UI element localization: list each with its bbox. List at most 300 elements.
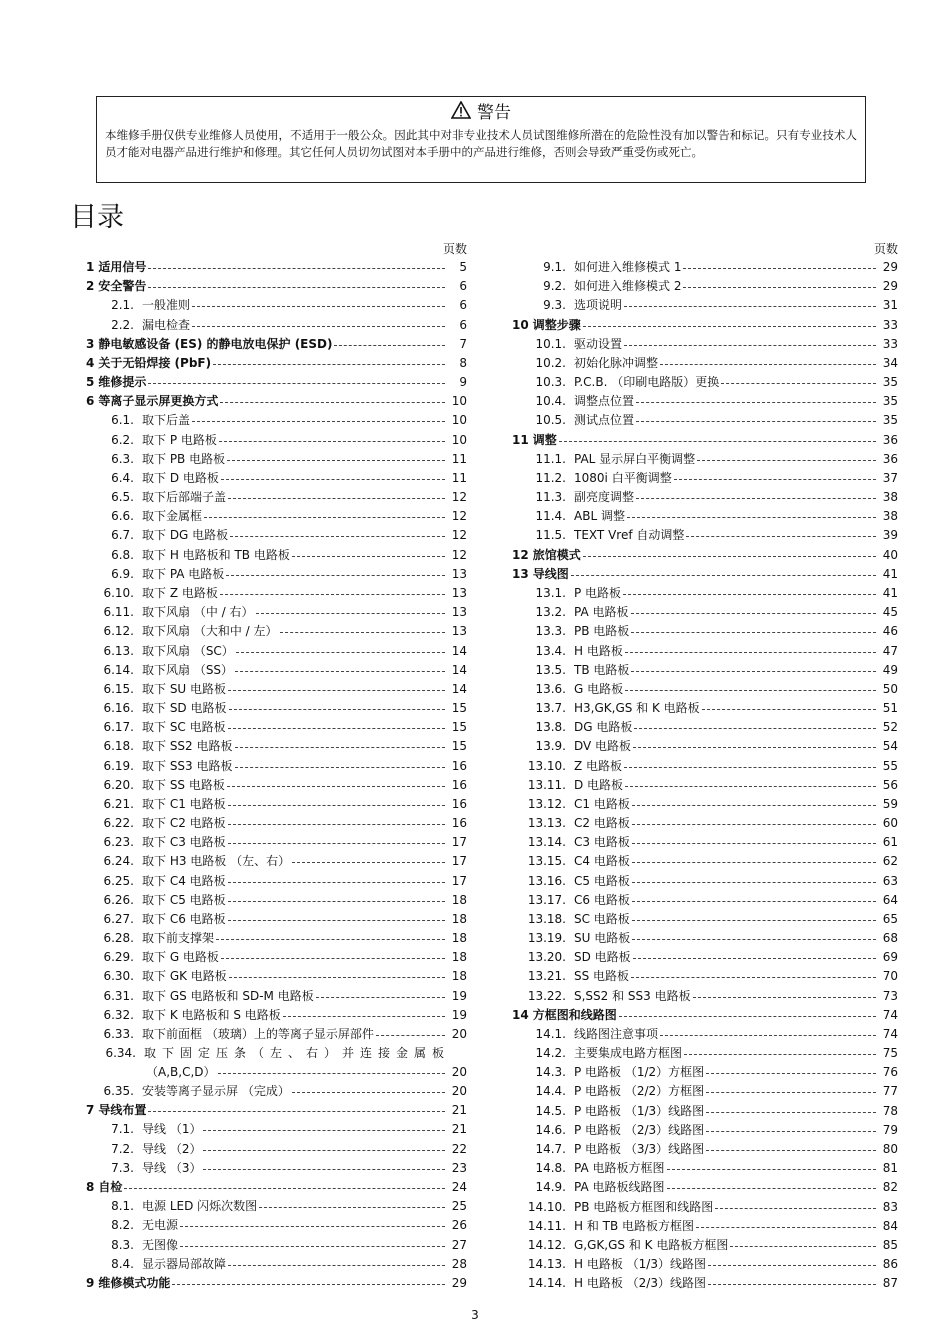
toc-entry-page: 77 [882,1084,898,1099]
toc-entry[interactable] [512,1102,898,1121]
toc-entry-number: 6.22. [103,816,134,831]
dot-leader [721,383,876,384]
toc-entry-page: 39 [882,528,898,543]
toc-entry[interactable] [86,277,467,296]
toc-entry-number: 6.28. [103,931,134,946]
toc-entry[interactable] [86,852,467,871]
toc-entry-page: 55 [882,758,898,773]
toc-entry-number: 13.22. [527,988,566,1003]
toc-entry-page: 10 [451,432,467,447]
toc-entry-title: 取下 P 电路板 [142,432,217,447]
toc-entry[interactable] [512,641,898,660]
toc-entry[interactable] [512,852,898,871]
warning-text: 本维修手册仅供专业维修人员使用，不适用于一般公众。因此其中对非专业技术人员试图维修所潜在的危险性没有加以警告和标记。只有专业技术人员才能对电器产品进行维护和修理。其它任何人员切勿试图对本手册中的产品进行维修，否则会导致严重受伤或死亡。 [105,128,857,159]
toc-entry[interactable] [86,1140,467,1159]
toc-entry-page: 78 [882,1103,898,1118]
toc-entry[interactable] [86,795,467,814]
toc-entry-number: 13.7. [535,701,566,716]
toc-entry-number: 11 [512,432,529,447]
dot-leader [228,805,445,806]
toc-entry[interactable] [86,872,467,891]
toc-entry[interactable] [86,335,467,354]
toc-entry[interactable] [512,1044,898,1063]
toc-entry-number: 13.21. [527,969,566,984]
toc-entry-title: 取下 C1 电路板 [142,796,226,811]
toc-entry[interactable] [86,354,467,373]
dot-leader [706,1112,876,1113]
toc-entry-title: 取下 C6 电路板 [142,911,226,926]
toc-entry-number: 13.14. [527,835,566,850]
toc-entry-page: 41 [882,586,898,600]
toc-entry-page: 6 [459,317,467,332]
toc-entry[interactable] [512,1063,898,1082]
toc-entry-page: 34 [882,355,898,370]
dot-leader [636,498,876,499]
toc-entry-page: 12 [451,547,467,562]
toc-entry-page: 15 [451,720,467,735]
toc-entry[interactable] [512,488,898,507]
toc-entry[interactable] [86,1082,467,1101]
toc-entry-number: 6.10. [103,586,134,600]
toc-entry[interactable] [86,718,467,737]
toc-entry-page: 15 [451,701,467,716]
toc-entry-page: 38 [882,509,898,524]
toc-entry-title-continued: （A,B,C,D） [146,1065,216,1080]
toc-entry-number: 6.3. [111,451,134,466]
dot-leader [228,920,445,921]
toc-entry[interactable] [512,277,898,296]
toc-entry-title: H 电路板 （2/3）线路图 [574,1276,706,1291]
toc-entry-page: 35 [882,375,898,390]
toc-entry-page: 31 [882,298,898,313]
dot-leader [228,728,445,729]
toc-entry-page: 83 [882,1199,898,1214]
page-column-header: 页数 [442,242,467,256]
dot-leader [292,556,445,557]
toc-entry[interactable] [86,373,467,392]
dot-leader [632,901,876,902]
toc-entry-page: 12 [451,528,467,543]
dot-leader [660,364,876,365]
toc-entry[interactable] [86,392,467,411]
toc-entry[interactable] [512,584,898,603]
toc-entry[interactable] [512,1121,898,1140]
toc-entry[interactable] [86,603,467,622]
toc-entry-page: 20 [451,1026,467,1041]
toc-entry-number: 6.4. [111,470,134,485]
toc-entry[interactable] [86,411,467,430]
toc-entry-number: 13.11. [527,777,566,792]
toc-entry[interactable] [86,584,467,603]
dot-leader [235,767,446,768]
toc-entry-page: 75 [882,1046,898,1061]
toc-entry-number: 2.2. [111,317,134,332]
toc-entry[interactable] [86,488,467,507]
toc-entry-title: 取下 D 电路板 [142,470,219,485]
toc-entry[interactable] [512,1178,898,1197]
toc-entry-number: 2.1. [111,298,134,313]
toc-entry-page: 33 [882,317,898,332]
toc-entry[interactable] [86,565,467,584]
toc-entry-page: 26 [451,1218,467,1233]
dot-leader [631,613,877,614]
toc-entry[interactable] [86,1120,467,1139]
toc-entry[interactable] [86,680,467,699]
toc-entry-title: 导线 （3） [142,1160,202,1175]
toc-list-right [512,258,898,1293]
dot-leader [632,882,876,883]
toc-entry-number: 10.3. [535,375,566,390]
dot-leader [192,421,445,422]
dot-leader [631,977,876,978]
toc-entry-page: 82 [882,1180,898,1195]
toc-entry-title: 取下 SS2 电路板 [142,739,233,754]
dot-leader [180,1246,445,1247]
toc-entry-number: 8.2. [111,1218,134,1233]
toc-entry-page: 6 [459,298,467,313]
toc-entry-number: 13.20. [527,950,566,965]
toc-entry[interactable] [86,431,467,450]
toc-entry-number: 14.11. [527,1218,566,1233]
toc-entry[interactable] [512,948,898,967]
toc-entry-page: 29 [451,1275,467,1290]
toc-entry[interactable] [86,641,467,660]
toc-entry[interactable] [86,833,467,852]
toc-entry-title: 测试点位置 [574,413,635,428]
toc-entry-page: 62 [882,854,898,869]
toc-entry-number: 13.9. [535,739,566,754]
toc-entry-number: 13.1. [535,586,566,600]
toc-entry-number: 14.7. [535,1141,566,1156]
toc-entry-page: 68 [882,931,898,946]
toc-entry-title: H 电路板 [574,643,623,658]
toc-entry[interactable] [86,450,467,469]
toc-entry-page: 65 [882,911,898,926]
toc-entry-page: 27 [451,1237,467,1252]
toc-entry[interactable] [512,776,898,795]
toc-entry[interactable] [86,507,467,526]
toc-entry-number: 6.24. [103,854,134,869]
toc-entry[interactable] [86,661,467,680]
toc-entry-number: 7.2. [111,1141,134,1156]
toc-entry[interactable] [512,987,898,1006]
toc-entry[interactable] [86,929,467,948]
toc-entry[interactable] [512,680,898,699]
toc-entry[interactable] [512,756,898,775]
toc-entry[interactable] [512,450,898,469]
toc-entry[interactable] [512,335,898,354]
toc-entry-page: 49 [882,662,898,677]
toc-entry[interactable] [512,316,898,335]
toc-entry[interactable] [86,258,467,277]
toc-entry[interactable] [86,891,467,910]
toc-entry[interactable] [512,565,898,584]
toc-entry-page: 20 [451,1084,467,1099]
toc-entry-title: 显示器局部故障 [142,1256,227,1271]
toc-entry-page: 13 [451,586,467,600]
toc-entry-number: 9.1. [543,260,566,275]
toc-entry-number: 14.3. [535,1065,566,1080]
toc-entry[interactable] [86,1159,467,1178]
toc-entry-number: 14.1. [535,1026,566,1041]
toc-entry[interactable] [86,296,467,315]
dot-leader [192,306,445,307]
toc-entry-title: 取下 DG 电路板 [142,528,229,543]
toc-entry-title: 取下 C3 电路板 [142,835,226,850]
toc-entry-title: 电源 LED 闪烁次数图 [142,1199,258,1214]
toc-entry-page: 61 [882,835,898,850]
dot-leader [228,843,445,844]
toc-entry[interactable] [86,1006,467,1025]
toc-entry[interactable] [512,1274,898,1293]
toc-entry-number: 13.18. [527,911,566,926]
toc-entry-number: 13.5. [535,662,566,677]
toc-entry-title: SU 电路板 [574,931,631,946]
dot-leader [220,402,445,403]
toc-entry[interactable] [512,1159,898,1178]
toc-entry[interactable] [512,469,898,488]
toc-entry-number: 8.4. [111,1256,134,1271]
toc-entry[interactable] [512,1197,898,1216]
dot-leader [376,1035,445,1036]
toc-entry[interactable] [512,1025,898,1044]
toc-entry[interactable] [512,795,898,814]
dot-leader [228,901,445,902]
toc-entry-title: 方框图和线路图 [532,1007,617,1022]
toc-entry-title: 取下固定压条（左、右）并连接金属板 [144,1046,451,1061]
toc-entry[interactable] [512,1140,898,1159]
dot-leader [228,824,445,825]
dot-leader [706,1092,876,1093]
toc-entry-number: 6.25. [103,873,134,888]
toc-entry-page: 59 [882,796,898,811]
dot-leader [148,287,445,288]
toc-entry-page: 14 [451,643,467,658]
toc-entry[interactable] [86,814,467,833]
toc-entry[interactable] [512,507,898,526]
dot-leader [696,1227,876,1228]
toc-entry[interactable] [512,546,898,565]
dot-leader [228,690,445,691]
toc-entry-title: DG 电路板 [574,720,633,735]
toc-entry-page: 18 [451,892,467,907]
toc-entry[interactable] [86,967,467,986]
dot-leader [627,517,876,518]
toc-entry[interactable] [86,469,467,488]
toc-entry[interactable] [512,1236,898,1255]
toc-entry-number: 6.6. [111,509,134,524]
dot-leader [674,479,876,480]
dot-leader [683,287,876,288]
toc-entry-number: 6.17. [103,720,134,735]
toc-entry[interactable] [86,910,467,929]
toc-entry[interactable] [512,373,898,392]
toc-entry[interactable] [512,891,898,910]
page-number: 3 [471,1308,479,1322]
warning-triangle-icon [451,101,471,125]
toc-entry[interactable] [86,1044,467,1082]
dot-leader [706,1150,876,1151]
toc-entry[interactable] [86,1255,467,1274]
dot-leader [218,1073,445,1074]
toc-entry-number: 6.7. [111,528,134,543]
toc-entry-page: 14 [451,662,467,677]
toc-entry[interactable] [86,316,467,335]
toc-entry[interactable] [86,987,467,1006]
toc-entry-page: 76 [882,1065,898,1080]
toc-entry[interactable] [86,776,467,795]
toc-entry-page: 73 [882,988,898,1003]
toc-entry-page: 13 [451,605,467,620]
toc-entry[interactable] [86,546,467,565]
toc-entry[interactable] [512,622,898,641]
toc-entry-number: 10.1. [535,336,566,351]
toc-entry-number: 6.26. [103,892,134,907]
toc-entry[interactable] [512,929,898,948]
dot-leader [316,997,445,998]
dot-leader [180,1226,445,1227]
dot-leader [216,939,445,940]
toc-entry-page: 17 [451,873,467,888]
toc-entry-number: 13.6. [535,681,566,696]
toc-entry[interactable] [512,1255,898,1274]
toc-entry-number: 2 [86,279,95,294]
toc-entry-title: S,SS2 和 SS3 电路板 [574,988,691,1003]
page-column-header: 页数 [873,242,898,256]
toc-entry-page: 10 [451,394,467,409]
toc-entry-title: 取下前支撑架 [142,931,215,946]
toc-entry-title: 取下风扇 （SS） [142,662,234,677]
dot-leader [192,326,445,327]
toc-entry-number: 14.10. [527,1199,566,1214]
toc-entry-number: 6.35. [103,1084,134,1099]
dot-leader [633,958,876,959]
toc-entry[interactable] [512,833,898,852]
toc-entry-page: 9 [459,375,467,390]
toc-entry-page: 16 [451,777,467,792]
toc-entry[interactable] [86,737,467,756]
toc-entry[interactable] [86,1216,467,1235]
toc-entry[interactable] [86,1178,467,1197]
toc-entry-title: 副亮度调整 [574,490,635,505]
dot-leader [219,441,445,442]
toc-entry-number: 12 [512,547,529,562]
dot-leader [227,786,445,787]
toc-entry-number: 11.5. [535,528,566,543]
dot-leader [708,1265,876,1266]
toc-entry[interactable] [86,756,467,775]
toc-entry[interactable] [512,526,898,545]
toc-entry-title: 取下 SC 电路板 [142,720,226,735]
toc-entry[interactable] [512,737,898,756]
toc-entry[interactable] [512,814,898,833]
toc-entry-page: 12 [451,509,467,524]
toc-entry-page: 14 [451,681,467,696]
toc-entry-title: 取下金属框 [142,509,203,524]
toc-entry-number: 13.13. [527,816,566,831]
toc-entry-title: 维修模式功能 [98,1275,171,1290]
dot-leader [203,1150,445,1151]
toc-entry-number: 6.33. [103,1026,134,1041]
toc-entry-title: 取下 K 电路板和 S 电路板 [142,1007,281,1022]
toc-entry[interactable] [512,603,898,622]
toc-entry[interactable] [512,910,898,929]
toc-entry-title: 取下风扇 （大和中 / 左） [142,624,278,639]
toc-entry[interactable] [512,699,898,718]
toc-entry[interactable] [512,1082,898,1101]
toc-entry-page: 79 [882,1122,898,1137]
toc-entry[interactable] [86,1197,467,1216]
toc-entry-page: 50 [882,681,898,696]
toc-entry-number: 14.9. [535,1180,566,1195]
toc-entry-title: 静电敏感设备 (ES) 的静电放电保护 (ESD) [98,336,333,351]
toc-entry-title: C4 电路板 [574,854,630,869]
toc-entry-title: 取下 H 电路板和 TB 电路板 [142,547,290,562]
dot-leader [204,517,445,518]
toc-entry-page: 18 [451,950,467,965]
toc-entry[interactable] [512,718,898,737]
toc-entry-title: 如何进入维修模式 1 [574,260,682,275]
toc-entry[interactable] [512,392,898,411]
toc-entry[interactable] [86,948,467,967]
toc-entry-page: 29 [882,260,898,275]
dot-leader [636,421,876,422]
toc-entry-page: 85 [882,1237,898,1252]
toc-entry-title: C1 电路板 [574,796,630,811]
toc-entry[interactable] [512,1217,898,1236]
toc-entry[interactable] [86,622,467,641]
toc-entry-page: 21 [451,1103,467,1118]
toc-entry[interactable] [512,431,898,450]
toc-entry-title: TEXT Vref 自动调整 [574,528,685,543]
toc-entry[interactable] [512,1006,898,1025]
dot-leader [631,632,876,633]
dot-leader [220,594,445,595]
toc-entry-number: 10 [512,317,529,332]
toc-entry-title: 选项说明 [574,298,623,313]
toc-entry-page: 6 [459,279,467,294]
toc-entry[interactable] [512,661,898,680]
toc-entry-title: 取下 GK 电路板 [142,969,227,984]
toc-entry[interactable] [86,1101,467,1120]
toc-entry[interactable] [86,1235,467,1254]
toc-entry-number: 14.2. [535,1046,566,1061]
toc-entry[interactable] [512,967,898,986]
toc-entry-title: 如何进入维修模式 2 [574,279,682,294]
toc-entry[interactable] [86,699,467,718]
dot-leader [259,1207,445,1208]
toc-entry-title: 漏电检查 [142,317,191,332]
toc-entry-number: 14.5. [535,1103,566,1118]
toc-entry[interactable] [512,411,898,430]
toc-entry-title: ABL 调整 [574,509,625,524]
toc-title: 目录 [70,202,124,233]
toc-entry[interactable] [512,258,898,277]
toc-entry[interactable] [512,354,898,373]
toc-entry[interactable] [512,296,898,315]
toc-entry-page: 12 [451,490,467,505]
warning-box [96,96,866,183]
toc-entry[interactable] [512,872,898,891]
dot-leader [624,345,876,346]
toc-entry-number: 6.19. [103,758,134,773]
toc-entry[interactable] [86,1025,467,1044]
toc-entry-page: 25 [451,1199,467,1214]
toc-entry[interactable] [86,526,467,545]
toc-entry[interactable] [86,1274,467,1293]
dot-leader [706,1131,876,1132]
toc-entry-page: 16 [451,796,467,811]
